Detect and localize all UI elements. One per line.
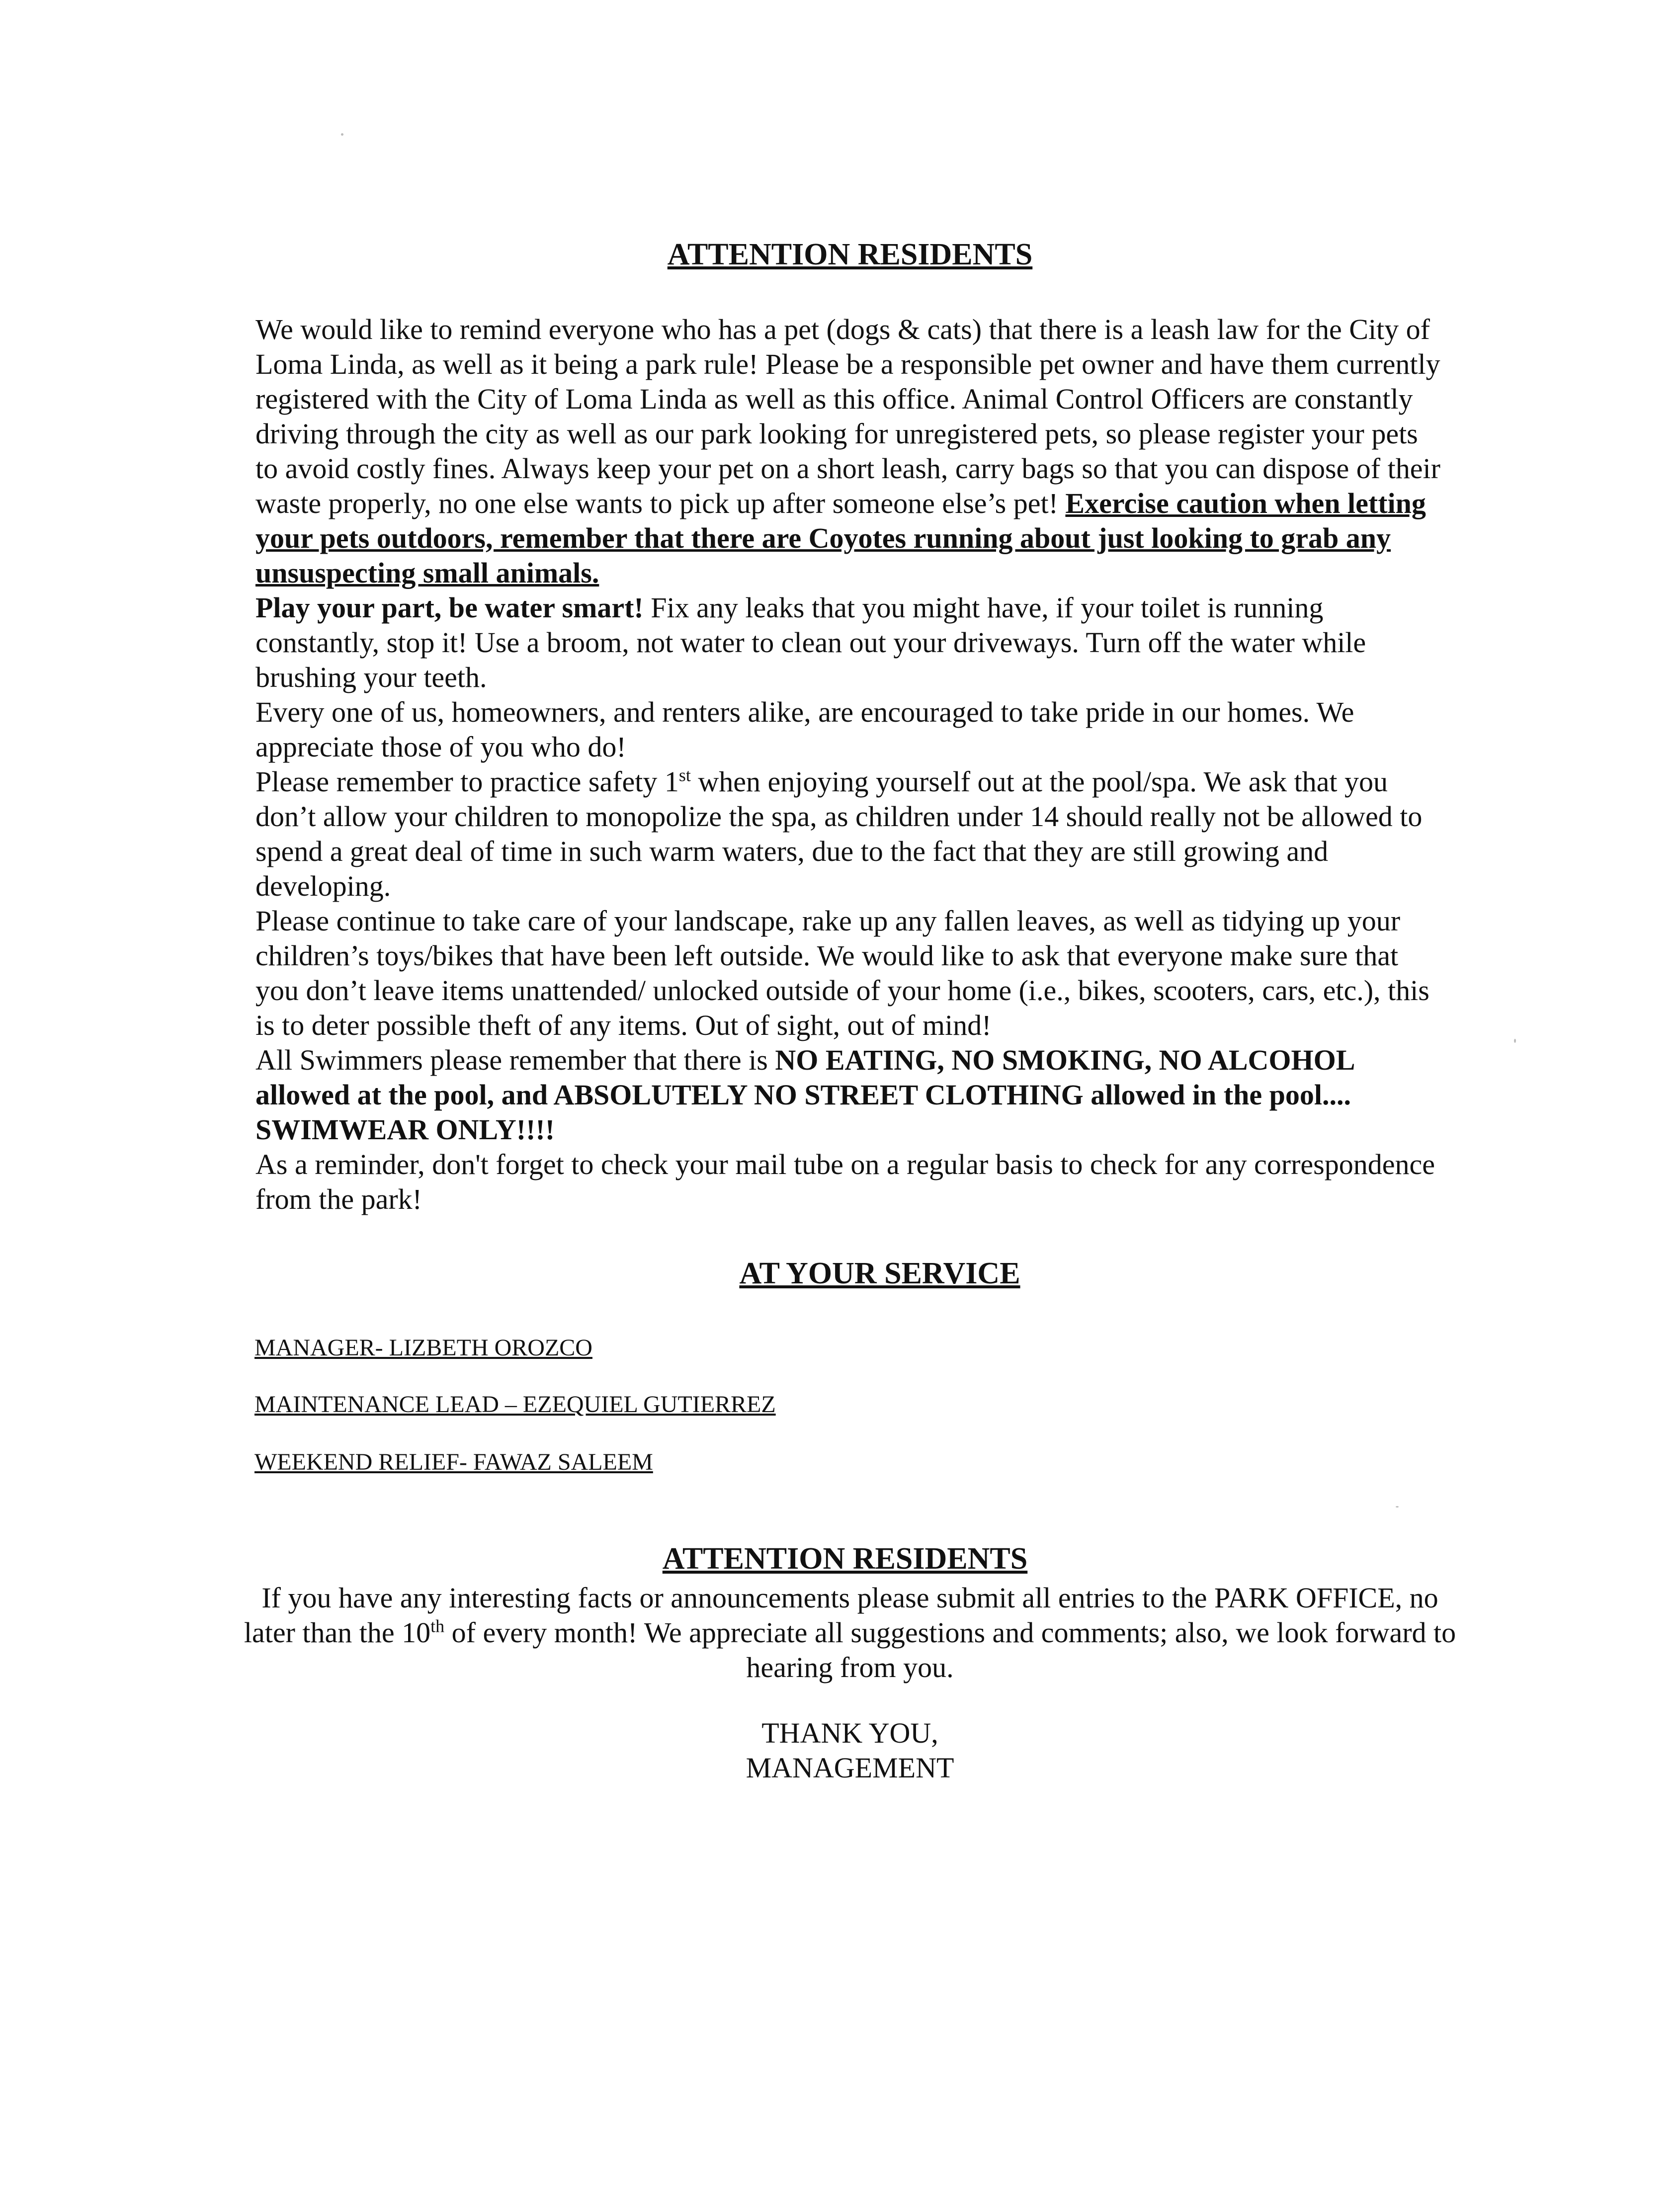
water-text: Fix any leaks that you might have, if your toilet is running constantly, stop it! Use a broom, not water to clean out your driveways. Turn off the water while brushing your teeth. [255,591,1366,693]
staff-manager: MANAGER- LIZBETH OROZCO [254,1335,592,1361]
staff-maintenance-lead: MAINTENANCE LEAD – EZEQUIEL GUTIERREZ [254,1391,776,1418]
closing-line-1: THANK YOU, [761,1717,938,1749]
announcement-paragraph [239,1581,1461,1685]
water-paragraph [255,590,1443,695]
announce-before: If you have any interesting facts or announcements please submit all entries to the PARK OFFICE, no later than the 10 [244,1582,1438,1649]
coyote-warning: Exercise caution when letting your pets outdoors, remember that there are Coyotes running about just looking to grab any unsuspecting small animals. [255,487,1426,589]
scan-speck [1514,1039,1516,1043]
announce-after: of every month! We appreciate all suggestions and comments; also, we look forward to hearing from you. [444,1616,1456,1683]
heading-attention-residents-bottom: ATTENTION RESIDENTS [662,1542,1028,1576]
heading-at-your-service: AT YOUR SERVICE [739,1257,1020,1290]
swimmers-text: All Swimmers please remember that there is [255,1044,775,1076]
scan-speck [341,133,343,136]
staff-weekend-relief: WEEKEND RELIEF- FAWAZ SALEEM [254,1449,653,1475]
announce-sup: th [430,1616,445,1636]
closing-line-2: MANAGEMENT [746,1752,954,1784]
pets-text: We would like to remind everyone who has a pet (dogs & cats) that there is a leash law for the City of Loma Linda, as well as it being a park rule! Please be a responsible pet owner and have them currently registered with the City of Loma Linda as well as this office. Animal Control Officers are constantly driving through the city as well as our park looking for unregistered pets, so please register your pets to avoid costly fines. Always keep your pet on a short leash, carry bags so that you can dispose of their waste properly, no one else wants to pick up after someone else’s pet! [255,313,1440,519]
pool-safety-sup: st [678,765,691,785]
mail-paragraph: As a reminder, don't forget to check your mail tube on a regular basis to check for any correspondence from the park! [255,1148,1435,1215]
closing-signature [239,1716,1461,1785]
heading-attention-residents: ATTENTION RESIDENTS [667,238,1033,271]
water-lead: Play your part, be water smart! [255,591,644,624]
swimmers-rules: NO EATING, NO SMOKING, NO ALCOHOL allowed at the pool, and ABSOLUTELY NO STREET CLOTHING allowed in the pool.... SWIMWEAR ONLY!!!! [255,1044,1354,1146]
pool-safety-paragraph [255,764,1443,904]
pool-safety-after: when enjoying yourself out at the pool/spa. We ask that you don’t allow your children to monopolize the spa, as children under 14 should really not be allowed to spend a great deal of time in such warm waters, due to the fact that they are still growing and developing. [255,765,1423,902]
landscape-paragraph: Please continue to take care of your landscape, rake up any fallen leaves, as well as tidying up your children’s toys/bikes that have been left outside. We would like to ask that everyone make sure that you don’t leave items unattended/ unlocked outside of your home (i.e., bikes, scooters, cars, etc.), this is to deter possible theft of any items. Out of sight, out of mind! [255,905,1429,1041]
swimmers-paragraph [255,1043,1443,1147]
pride-paragraph: Every one of us, homeowners, and renters alike, are encouraged to take pride in our homes. We appreciate those of you who do! [255,696,1354,763]
pets-paragraph [255,312,1443,590]
notice-body [255,312,1443,1217]
pool-safety-before: Please remember to practice safety 1 [255,765,679,798]
scan-speck [1396,1506,1399,1508]
